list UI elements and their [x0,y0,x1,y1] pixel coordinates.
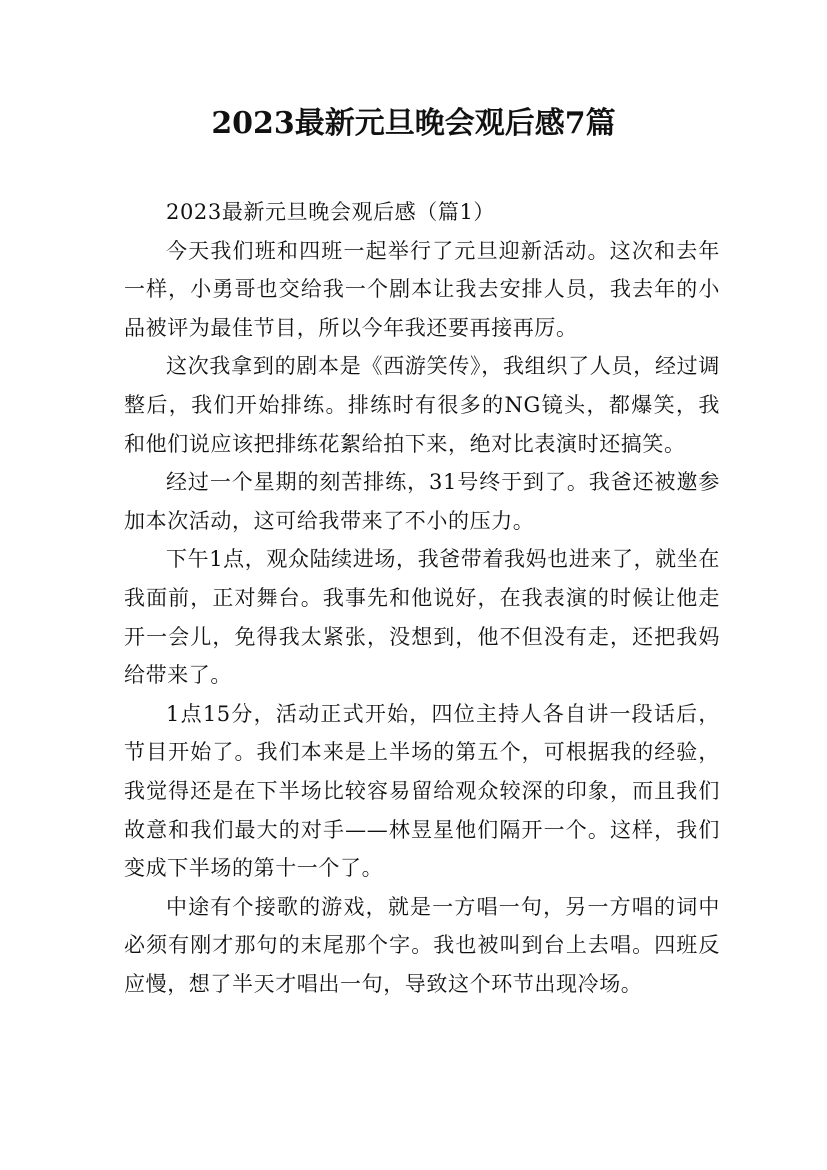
paragraph-6: 中途有个接歌的游戏，就是一方唱一句，另一方唱的词中必须有刚才那句的末尾那个字。我也被叫到台上去唱。四班反应慢，想了半天才唱出一句，导致这个环节出现冷场。 [124,894,720,996]
document-body [124,193,720,1003]
section-heading: 2023最新元旦晚会观后感（篇1） [166,200,496,224]
paragraph-4: 下午1点，观众陆续进场，我爸带着我妈也进来了，就坐在我面前，正对舞台。我事先和他说好，在我表演的时候让他走开一会儿，免得我太紧张，没想到，他不但没有走，还把我妈给带来了。 [124,547,720,688]
paragraph-1: 今天我们班和四班一起举行了元旦迎新活动。这次和去年一样，小勇哥也交给我一个剧本让我去安排人员，我去年的小品被评为最佳节目，所以今年我还要再接再厉。 [124,238,720,340]
paragraph-5: 1点15分，活动正式开始，四位主持人各自讲一段话后，节目开始了。我们本来是上半场的第五个，可根据我的经验，我觉得还是在下半场比较容易留给观众较深的印象，而且我们故意和我们最大的对手——林昱星他们隔开一个。这样，我们变成下半场的第十一个了。 [124,701,720,881]
paragraph-3: 经过一个星期的刻苦排练，31号终于到了。我爸还被邀参加本次活动，这可给我带来了不小的压力。 [124,470,720,533]
document-title: 2023最新元旦晚会观后感7篇 [211,106,616,141]
paragraph-2: 这次我拿到的剧本是《西游笑传》，我组织了人员，经过调整后，我们开始排练。排练时有很多的NG镜头，都爆笑，我和他们说应该把排练花絮给拍下来，绝对比表演时还搞笑。 [124,354,720,456]
